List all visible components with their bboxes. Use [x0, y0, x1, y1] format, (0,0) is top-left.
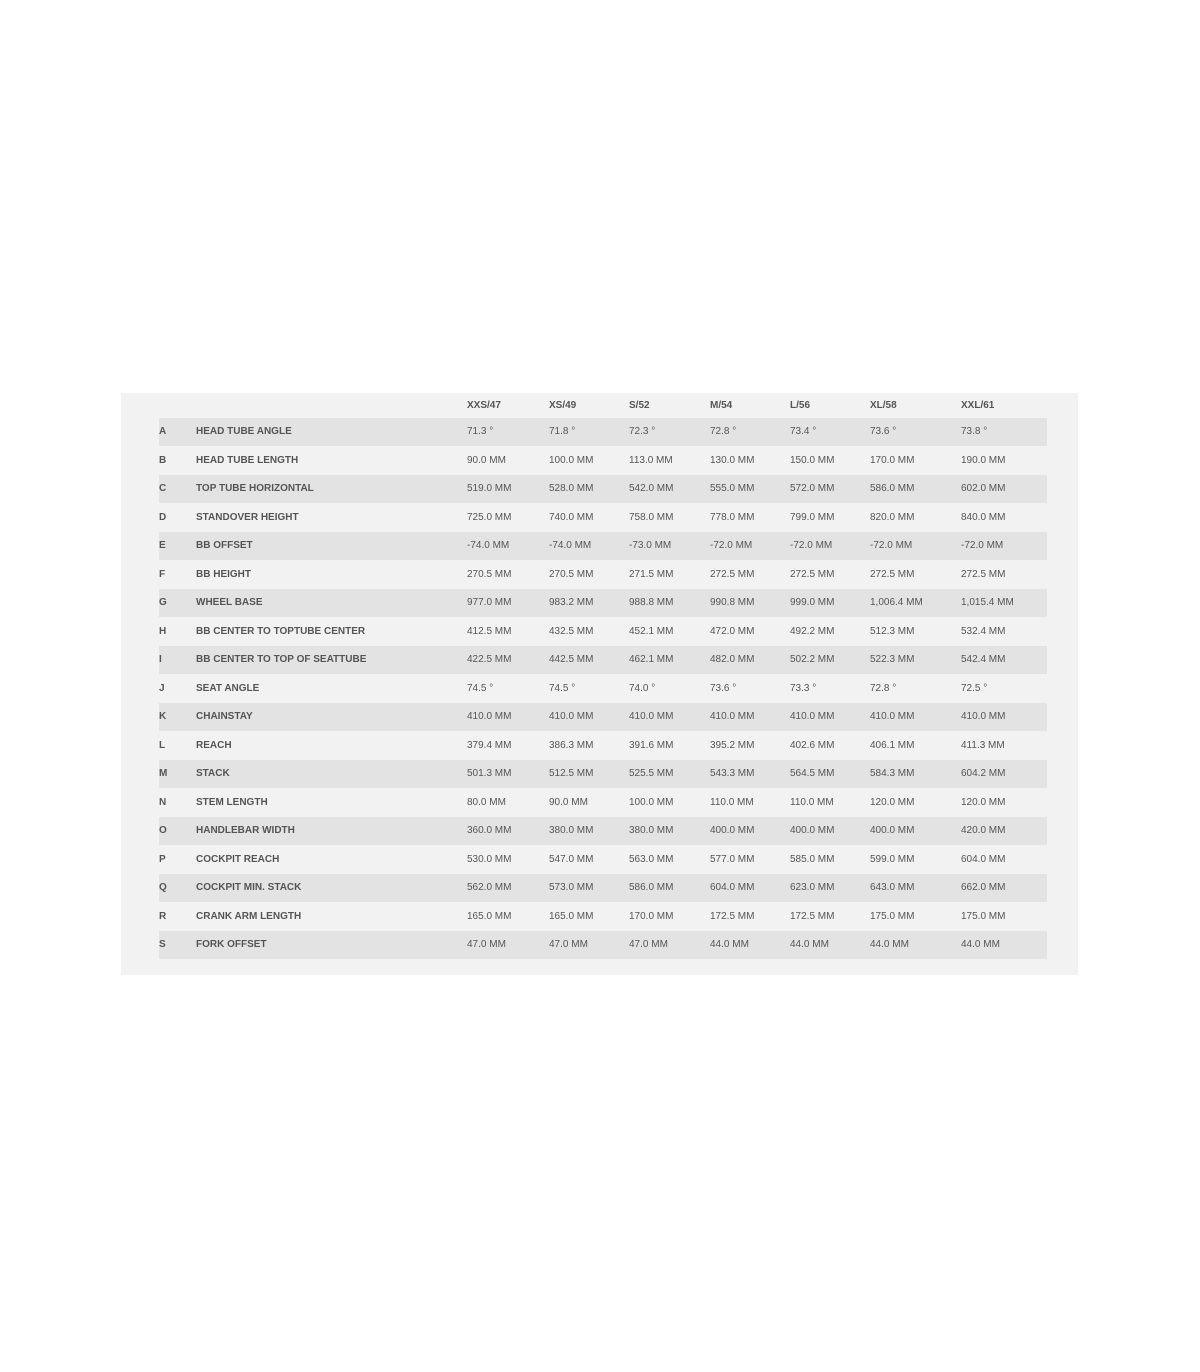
- measurement-cell: 543.3 MM: [710, 768, 755, 780]
- measurement-cell: -72.0 MM: [961, 540, 1004, 552]
- measurement-cell: -72.0 MM: [870, 540, 913, 552]
- measurement-cell: 175.0 MM: [870, 910, 915, 922]
- table-row: [159, 446, 1047, 475]
- header-spacer: [159, 393, 196, 418]
- measurement-cell: 525.5 MM: [629, 768, 674, 780]
- measurement-cell: 432.5 MM: [549, 625, 594, 637]
- measurement-cell: 492.2 MM: [790, 625, 835, 637]
- measurement-cell: 110.0 MM: [790, 796, 834, 808]
- measurement-cell: 400.0 MM: [710, 825, 755, 837]
- geometry-table: [159, 393, 1047, 959]
- measurement-cell: 80.0 MM: [467, 796, 506, 808]
- measurement-cell: 380.0 MM: [629, 825, 674, 837]
- measurement-cell: 410.0 MM: [629, 711, 674, 723]
- measurement-cell: 599.0 MM: [870, 853, 915, 865]
- geometry-panel: [121, 393, 1078, 975]
- measurement-cell: 410.0 MM: [549, 711, 594, 723]
- row-letter: Q: [159, 882, 167, 894]
- measurement-cell: 72.5 °: [961, 682, 988, 694]
- table-row: [159, 760, 1047, 789]
- measurement-cell: 572.0 MM: [790, 483, 835, 495]
- row-letter: J: [159, 682, 165, 694]
- table-row: [159, 589, 1047, 618]
- table-row: [159, 475, 1047, 504]
- measurement-cell: -74.0 MM: [549, 540, 592, 552]
- measurement-cell: 563.0 MM: [629, 853, 674, 865]
- size-header: M/54: [710, 399, 733, 411]
- measurement-cell: 130.0 MM: [710, 454, 755, 466]
- measurement-cell: -74.0 MM: [467, 540, 510, 552]
- row-letter: E: [159, 540, 166, 552]
- measurement-cell: 90.0 MM: [467, 454, 506, 466]
- measurement-cell: 501.3 MM: [467, 768, 512, 780]
- table-row: [159, 874, 1047, 903]
- measurement-cell: 522.3 MM: [870, 654, 915, 666]
- measurement-cell: 406.1 MM: [870, 739, 915, 751]
- measurement-cell: 100.0 MM: [629, 796, 674, 808]
- row-label: HEAD TUBE LENGTH: [196, 454, 299, 466]
- row-letter: R: [159, 910, 167, 922]
- measurement-cell: 410.0 MM: [710, 711, 755, 723]
- measurement-cell: 150.0 MM: [790, 454, 835, 466]
- measurement-cell: 452.1 MM: [629, 625, 674, 637]
- measurement-cell: -72.0 MM: [790, 540, 833, 552]
- measurement-cell: 380.0 MM: [549, 825, 594, 837]
- measurement-cell: 472.0 MM: [710, 625, 755, 637]
- measurement-cell: 44.0 MM: [961, 939, 1000, 951]
- table-header-row: [159, 393, 1047, 418]
- measurement-cell: 532.4 MM: [961, 625, 1006, 637]
- row-letter: H: [159, 625, 167, 637]
- table-row: [159, 731, 1047, 760]
- measurement-cell: -72.0 MM: [710, 540, 753, 552]
- measurement-cell: 72.8 °: [870, 682, 897, 694]
- measurement-cell: 90.0 MM: [549, 796, 588, 808]
- row-label: CHAINSTAY: [196, 711, 253, 723]
- table-row: [159, 902, 1047, 931]
- table-row: [159, 646, 1047, 675]
- measurement-cell: 120.0 MM: [961, 796, 1006, 808]
- measurement-cell: 272.5 MM: [870, 568, 915, 580]
- measurement-cell: 170.0 MM: [870, 454, 915, 466]
- measurement-cell: 420.0 MM: [961, 825, 1006, 837]
- row-letter: D: [159, 511, 167, 523]
- measurement-cell: 586.0 MM: [870, 483, 915, 495]
- measurement-cell: 623.0 MM: [790, 882, 835, 894]
- row-letter: P: [159, 853, 166, 865]
- measurement-cell: 44.0 MM: [790, 939, 829, 951]
- size-header: L/56: [790, 399, 811, 411]
- size-header: XXS/47: [467, 399, 501, 411]
- size-header: XL/58: [870, 399, 897, 411]
- measurement-cell: 379.4 MM: [467, 739, 512, 751]
- row-label: HANDLEBAR WIDTH: [196, 825, 295, 837]
- table-row: [159, 532, 1047, 561]
- row-label: STACK: [196, 768, 230, 780]
- measurement-cell: 584.3 MM: [870, 768, 915, 780]
- measurement-cell: 758.0 MM: [629, 511, 674, 523]
- measurement-cell: 604.0 MM: [710, 882, 755, 894]
- measurement-cell: 542.0 MM: [629, 483, 674, 495]
- measurement-cell: 602.0 MM: [961, 483, 1006, 495]
- measurement-cell: 662.0 MM: [961, 882, 1006, 894]
- measurement-cell: 172.5 MM: [790, 910, 835, 922]
- measurement-cell: 555.0 MM: [710, 483, 755, 495]
- measurement-cell: 72.3 °: [629, 426, 656, 438]
- row-letter: F: [159, 568, 166, 580]
- table-row: [159, 931, 1047, 959]
- measurement-cell: 272.5 MM: [790, 568, 835, 580]
- measurement-cell: 411.3 MM: [961, 739, 1005, 751]
- row-label: COCKPIT MIN. STACK: [196, 882, 302, 894]
- measurement-cell: 410.0 MM: [870, 711, 915, 723]
- measurement-cell: 272.5 MM: [961, 568, 1006, 580]
- measurement-cell: 990.8 MM: [710, 597, 755, 609]
- table-row: [159, 418, 1047, 447]
- table-row: [159, 560, 1047, 589]
- measurement-cell: 1,015.4 MM: [961, 597, 1014, 609]
- measurement-cell: 100.0 MM: [549, 454, 594, 466]
- row-letter: S: [159, 939, 166, 951]
- table-row: [159, 503, 1047, 532]
- measurement-cell: 562.0 MM: [467, 882, 512, 894]
- row-letter: O: [159, 825, 167, 837]
- measurement-cell: 270.5 MM: [467, 568, 512, 580]
- row-label: FORK OFFSET: [196, 939, 267, 951]
- row-label: TOP TUBE HORIZONTAL: [196, 483, 314, 495]
- measurement-cell: 643.0 MM: [870, 882, 915, 894]
- row-letter: I: [159, 654, 162, 666]
- measurement-cell: 386.3 MM: [549, 739, 594, 751]
- measurement-cell: 820.0 MM: [870, 511, 915, 523]
- row-label: HEAD TUBE ANGLE: [196, 426, 292, 438]
- measurement-cell: 564.5 MM: [790, 768, 835, 780]
- size-header: XXL/61: [961, 399, 995, 411]
- row-label: CRANK ARM LENGTH: [196, 910, 302, 922]
- measurement-cell: 840.0 MM: [961, 511, 1006, 523]
- row-label: BB CENTER TO TOP OF SEATTUBE: [196, 654, 367, 666]
- header-spacer: [196, 393, 467, 418]
- row-label: WHEEL BASE: [196, 597, 263, 609]
- measurement-cell: 999.0 MM: [790, 597, 835, 609]
- measurement-cell: 165.0 MM: [467, 910, 512, 922]
- measurement-cell: 272.5 MM: [710, 568, 755, 580]
- row-letter: L: [159, 739, 166, 751]
- measurement-cell: 400.0 MM: [870, 825, 915, 837]
- measurement-cell: 725.0 MM: [467, 511, 512, 523]
- row-label: BB OFFSET: [196, 540, 253, 552]
- row-letter: C: [159, 483, 167, 495]
- row-label: BB HEIGHT: [196, 568, 251, 580]
- row-label: SEAT ANGLE: [196, 682, 260, 694]
- measurement-cell: 502.2 MM: [790, 654, 835, 666]
- measurement-cell: 73.6 °: [710, 682, 737, 694]
- measurement-cell: 47.0 MM: [467, 939, 506, 951]
- measurement-cell: 170.0 MM: [629, 910, 674, 922]
- measurement-cell: 113.0 MM: [629, 454, 673, 466]
- row-letter: A: [159, 426, 167, 438]
- measurement-cell: 190.0 MM: [961, 454, 1006, 466]
- measurement-cell: 73.4 °: [790, 426, 817, 438]
- measurement-cell: 422.5 MM: [467, 654, 512, 666]
- row-letter: N: [159, 796, 167, 808]
- measurement-cell: 395.2 MM: [710, 739, 755, 751]
- measurement-cell: 585.0 MM: [790, 853, 835, 865]
- measurement-cell: 547.0 MM: [549, 853, 594, 865]
- row-label: REACH: [196, 739, 232, 751]
- table-row: [159, 703, 1047, 732]
- measurement-cell: 542.4 MM: [961, 654, 1006, 666]
- measurement-cell: 270.5 MM: [549, 568, 594, 580]
- table-body: [159, 418, 1047, 959]
- measurement-cell: 71.3 °: [467, 426, 494, 438]
- measurement-cell: 172.5 MM: [710, 910, 755, 922]
- measurement-cell: 512.3 MM: [870, 625, 915, 637]
- row-label: STEM LENGTH: [196, 796, 268, 808]
- measurement-cell: 47.0 MM: [629, 939, 668, 951]
- measurement-cell: 462.1 MM: [629, 654, 674, 666]
- row-label: STANDOVER HEIGHT: [196, 511, 299, 523]
- measurement-cell: -73.0 MM: [629, 540, 672, 552]
- row-letter: K: [159, 711, 167, 723]
- measurement-cell: 110.0 MM: [710, 796, 754, 808]
- measurement-cell: 74.0 °: [629, 682, 656, 694]
- table-row: [159, 617, 1047, 646]
- measurement-cell: 74.5 °: [467, 682, 494, 694]
- measurement-cell: 175.0 MM: [961, 910, 1006, 922]
- measurement-cell: 577.0 MM: [710, 853, 755, 865]
- measurement-cell: 410.0 MM: [790, 711, 835, 723]
- measurement-cell: 410.0 MM: [961, 711, 1006, 723]
- measurement-cell: 165.0 MM: [549, 910, 594, 922]
- measurement-cell: 120.0 MM: [870, 796, 915, 808]
- row-letter: M: [159, 768, 168, 780]
- measurement-cell: 47.0 MM: [549, 939, 588, 951]
- measurement-cell: 410.0 MM: [467, 711, 512, 723]
- measurement-cell: 44.0 MM: [870, 939, 909, 951]
- table-row: [159, 817, 1047, 846]
- measurement-cell: 73.6 °: [870, 426, 897, 438]
- measurement-cell: 74.5 °: [549, 682, 576, 694]
- measurement-cell: 988.8 MM: [629, 597, 674, 609]
- measurement-cell: 530.0 MM: [467, 853, 512, 865]
- measurement-cell: 360.0 MM: [467, 825, 512, 837]
- measurement-cell: 271.5 MM: [629, 568, 674, 580]
- measurement-cell: 400.0 MM: [790, 825, 835, 837]
- measurement-cell: 72.8 °: [710, 426, 737, 438]
- measurement-cell: 977.0 MM: [467, 597, 512, 609]
- measurement-cell: 73.3 °: [790, 682, 817, 694]
- row-letter: B: [159, 454, 167, 466]
- measurement-cell: 402.6 MM: [790, 739, 835, 751]
- measurement-cell: 73.8 °: [961, 426, 988, 438]
- measurement-cell: 519.0 MM: [467, 483, 512, 495]
- row-label: COCKPIT REACH: [196, 853, 280, 865]
- row-letter: G: [159, 597, 167, 609]
- measurement-cell: 586.0 MM: [629, 882, 674, 894]
- measurement-cell: 983.2 MM: [549, 597, 594, 609]
- measurement-cell: 44.0 MM: [710, 939, 749, 951]
- measurement-cell: 528.0 MM: [549, 483, 594, 495]
- measurement-cell: 604.0 MM: [961, 853, 1006, 865]
- measurement-cell: 391.6 MM: [629, 739, 674, 751]
- measurement-cell: 573.0 MM: [549, 882, 594, 894]
- measurement-cell: 778.0 MM: [710, 511, 755, 523]
- row-label: BB CENTER TO TOPTUBE CENTER: [196, 625, 366, 637]
- table-row: [159, 674, 1047, 703]
- measurement-cell: 442.5 MM: [549, 654, 594, 666]
- measurement-cell: 482.0 MM: [710, 654, 755, 666]
- measurement-cell: 604.2 MM: [961, 768, 1006, 780]
- measurement-cell: 740.0 MM: [549, 511, 594, 523]
- measurement-cell: 799.0 MM: [790, 511, 835, 523]
- measurement-cell: 412.5 MM: [467, 625, 512, 637]
- size-header: S/52: [629, 399, 650, 411]
- size-header: XS/49: [549, 399, 577, 411]
- table-row: [159, 845, 1047, 874]
- measurement-cell: 71.8 °: [549, 426, 576, 438]
- measurement-cell: 512.5 MM: [549, 768, 594, 780]
- measurement-cell: 1,006.4 MM: [870, 597, 923, 609]
- table-row: [159, 788, 1047, 817]
